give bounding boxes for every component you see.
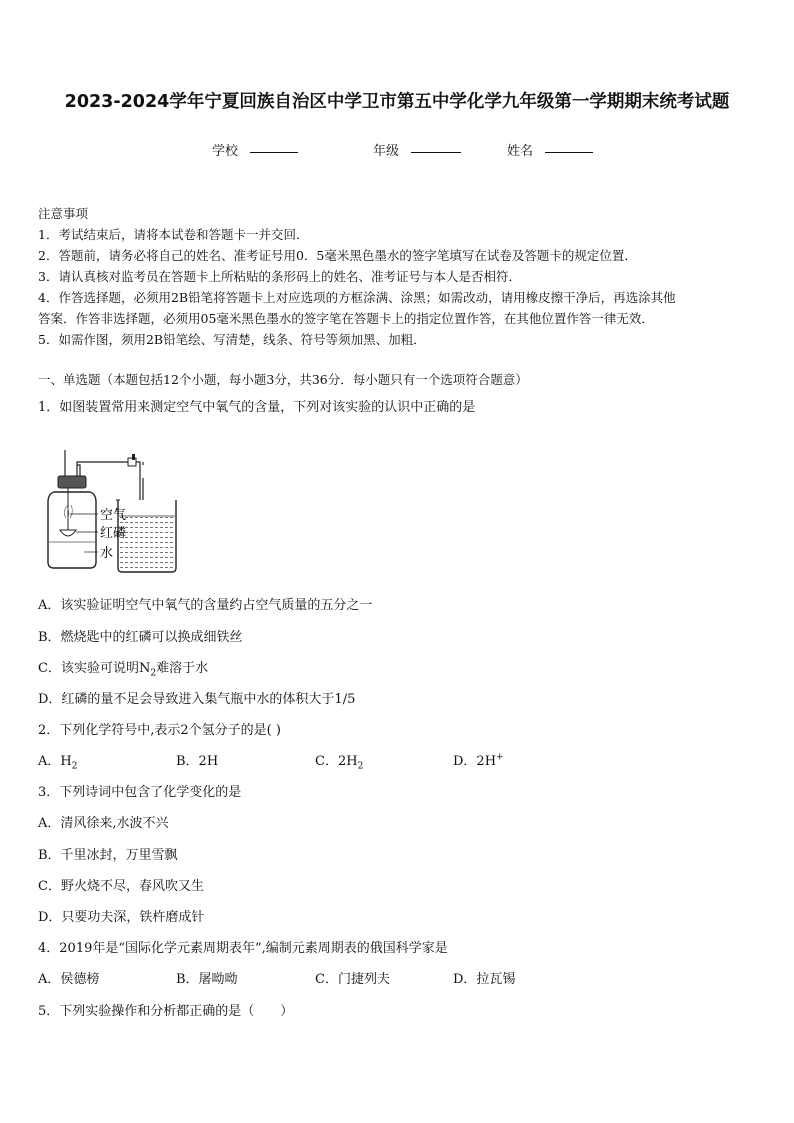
label-air: 空气 (100, 508, 127, 523)
school-field[interactable] (212, 140, 238, 159)
notice-item: 5．如需作图，须用2B铅笔绘、写清楚，线条、符号等须加黑、加粗． (38, 332, 426, 347)
school-blank[interactable] (250, 140, 298, 153)
label-phosphorus: 红磷 (100, 526, 127, 541)
q1-option-a[interactable]: A．该实验证明空气中氧气的含量约占空气质量的五分之一 (38, 598, 373, 613)
q4-option-a[interactable]: A．侯德榜 (38, 972, 100, 987)
q3-option-b[interactable]: B．千里冰封，万里雪飘 (38, 848, 178, 863)
q2-option-a[interactable] (38, 750, 77, 772)
apparatus-diagram (40, 450, 200, 575)
q3-option-c[interactable]: C．野火烧不尽，春风吹又生 (38, 879, 204, 894)
q2-option-c-text: C．2H (315, 754, 358, 769)
notice-item: 4．作答选择题，必须用2B铅笔将答题卡上对应选项的方框涂满、涂黑；如需改动，请用橡皮擦干净后，再选涂其他 (38, 290, 676, 305)
grade-field[interactable] (373, 140, 399, 159)
name-field[interactable] (507, 140, 533, 159)
q4-option-b[interactable]: B．屠呦呦 (176, 972, 238, 987)
stopper (58, 476, 86, 488)
q1-option-c[interactable] (38, 657, 208, 679)
question-3-stem: 3．下列诗词中包含了化学变化的是 (38, 785, 242, 800)
q4-option-c[interactable]: C．门捷列夫 (315, 972, 390, 987)
q2-option-a-sub: 2 (71, 761, 78, 772)
q1-option-c-rest: 难溶于水 (156, 661, 209, 676)
beaker-water (119, 516, 175, 571)
q3-option-d[interactable]: D．只要功夫深，铁杵磨成针 (38, 910, 205, 925)
notice-item: 1．考试结束后，请将本试卷和答题卡一并交回． (38, 227, 309, 242)
grade-label: 年级 (373, 144, 400, 159)
name-blank[interactable] (545, 140, 593, 153)
question-4-stem: 4．2019年是“国际化学元素周期表年”,编制元素周期表的俄国科学家是 (38, 941, 448, 956)
notice-item: 3．请认真核对监考员在答题卡上所粘贴的条形码上的姓名、准考证号与本人是否相符． (38, 269, 521, 284)
q2-option-c[interactable] (315, 750, 363, 772)
question-5-stem: 5．下列实验操作和分析都正确的是（ ） (38, 1004, 294, 1019)
name-label: 姓名 (507, 144, 534, 159)
q2-option-b[interactable]: B．2H (176, 754, 219, 769)
notice-item: 2．答题前，请务必将自己的姓名、准考证号用0．5毫米黑色墨水的签字笔填写在试卷及答题卡的规定位置． (38, 248, 637, 263)
exam-title: 2023-2024学年宁夏回族自治区中学卫市第五中学化学九年级第一学期期末统考试题 (64, 92, 730, 112)
q1-option-c-text: C．该实验可说明N (38, 661, 151, 676)
section-heading: 一、单选题（本题包括12个小题，每小题3分，共36分．每小题只有一个选项符合题意） (38, 372, 528, 387)
q2-option-d-text: D．2H (453, 754, 497, 769)
q2-option-d-sup: + (496, 752, 504, 763)
notice-item: 答案．作答非选择题，必须用05毫米黑色墨水的签字笔在答题卡上的指定位置作答，在其他位置作答一律无效． (38, 311, 654, 326)
q1-option-c-sub: 2 (150, 668, 157, 679)
q2-option-d[interactable] (453, 750, 504, 769)
school-label: 学校 (212, 144, 239, 159)
label-water: 水 (100, 546, 114, 561)
question-2-stem: 2．下列化学符号中,表示2个氢分子的是( ) (38, 723, 281, 738)
q2-option-a-text: A．H (38, 754, 72, 769)
notice-heading: 注意事项 (38, 206, 89, 221)
q3-option-a[interactable]: A．清风徐来,水波不兴 (38, 816, 169, 831)
q1-option-b[interactable]: B．燃烧匙中的红磷可以换成细铁丝 (38, 630, 243, 645)
question-1-stem: 1．如图装置常用来测定空气中氧气的含量，下列对该实验的认识中正确的是 (38, 400, 476, 415)
q1-option-d[interactable]: D．红磷的量不足会导致进入集气瓶中水的体积大于1/5 (38, 692, 356, 707)
grade-blank[interactable] (411, 140, 461, 153)
q4-option-d[interactable]: D．拉瓦锡 (453, 972, 516, 987)
q2-option-c-sub: 2 (357, 761, 364, 772)
